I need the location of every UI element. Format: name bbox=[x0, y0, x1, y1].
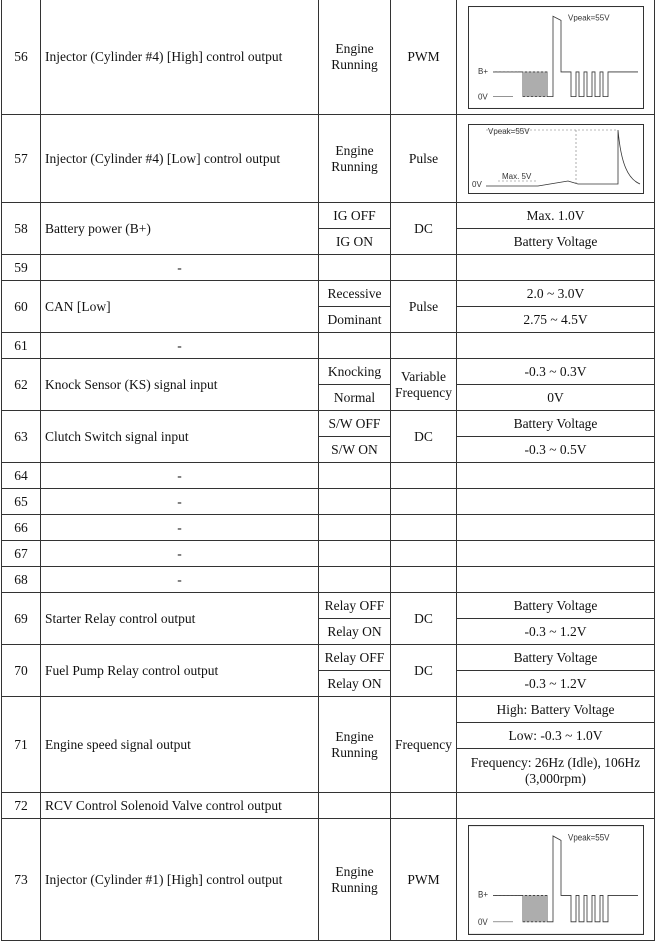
pin-description: - bbox=[41, 255, 319, 281]
pin-type: PWM bbox=[391, 0, 457, 115]
pin-condition: Dominant bbox=[319, 307, 391, 333]
pin-number: 71 bbox=[2, 697, 41, 793]
pin-number: 68 bbox=[2, 567, 41, 593]
pin-number: 56 bbox=[2, 0, 41, 115]
pin-description: Fuel Pump Relay control output bbox=[41, 645, 319, 697]
pin-spec-level bbox=[457, 333, 655, 359]
pin-condition: S/W ON bbox=[319, 437, 391, 463]
pin-number: 66 bbox=[2, 515, 41, 541]
table-row bbox=[2, 489, 655, 515]
pin-description: Engine speed signal output bbox=[41, 697, 319, 793]
pin-condition bbox=[319, 567, 391, 593]
pin-number: 62 bbox=[2, 359, 41, 411]
pin-condition: Engine Running bbox=[319, 819, 391, 941]
pin-type: DC bbox=[391, 203, 457, 255]
pin-condition bbox=[319, 333, 391, 359]
pin-description: - bbox=[41, 515, 319, 541]
pin-spec-table bbox=[1, 0, 655, 941]
pin-condition: Recessive bbox=[319, 281, 391, 307]
pin-type: Frequency bbox=[391, 697, 457, 793]
pin-number: 72 bbox=[2, 793, 41, 819]
pin-description: - bbox=[41, 489, 319, 515]
pin-spec-level: -0.3 ~ 0.5V bbox=[457, 437, 655, 463]
table-row bbox=[2, 255, 655, 281]
pin-type bbox=[391, 463, 457, 489]
table-row bbox=[2, 541, 655, 567]
pin-spec-level: -0.3 ~ 1.2V bbox=[457, 619, 655, 645]
pin-spec-level bbox=[457, 489, 655, 515]
pin-condition bbox=[319, 463, 391, 489]
pulse-waveform bbox=[468, 124, 644, 194]
pin-spec-level: Battery Voltage bbox=[457, 645, 655, 671]
table-row bbox=[2, 411, 655, 437]
table-row bbox=[2, 567, 655, 593]
pin-spec-level bbox=[457, 515, 655, 541]
pin-description: Battery power (B+) bbox=[41, 203, 319, 255]
pin-number: 63 bbox=[2, 411, 41, 463]
pin-type bbox=[391, 333, 457, 359]
pin-description: CAN [Low] bbox=[41, 281, 319, 333]
table-row bbox=[2, 281, 655, 307]
pin-number: 59 bbox=[2, 255, 41, 281]
max-label: Max. 5V bbox=[501, 171, 531, 181]
pin-spec-waveform bbox=[457, 115, 655, 203]
pin-description: Starter Relay control output bbox=[41, 593, 319, 645]
pin-spec-waveform bbox=[457, 819, 655, 941]
pin-condition bbox=[319, 489, 391, 515]
pin-spec-level: -0.3 ~ 1.2V bbox=[457, 671, 655, 697]
pin-condition: Engine Running bbox=[319, 697, 391, 793]
table-row bbox=[2, 333, 655, 359]
pin-condition bbox=[319, 541, 391, 567]
pin-spec-level bbox=[457, 541, 655, 567]
pin-condition bbox=[319, 793, 391, 819]
bplus-label: B+ bbox=[477, 888, 488, 900]
pin-type: Pulse bbox=[391, 115, 457, 203]
table-row bbox=[2, 697, 655, 723]
vpeak-label: Vpeak=55V bbox=[567, 12, 610, 22]
pin-spec-level: 2.0 ~ 3.0V bbox=[457, 281, 655, 307]
pin-type bbox=[391, 567, 457, 593]
pin-condition: IG OFF bbox=[319, 203, 391, 229]
pin-spec-level: 2.75 ~ 4.5V bbox=[457, 307, 655, 333]
pin-condition: Relay ON bbox=[319, 671, 391, 697]
pin-condition: Relay OFF bbox=[319, 593, 391, 619]
pin-spec-level bbox=[457, 255, 655, 281]
pin-spec-level: Max. 1.0V bbox=[457, 203, 655, 229]
pin-description: Knock Sensor (KS) signal input bbox=[41, 359, 319, 411]
pin-condition bbox=[319, 255, 391, 281]
pin-number: 73 bbox=[2, 819, 41, 941]
pin-description: Injector (Cylinder #1) [High] control output bbox=[41, 819, 319, 941]
table-row bbox=[2, 793, 655, 819]
table-row bbox=[2, 819, 655, 941]
pin-condition: Knocking bbox=[319, 359, 391, 385]
pin-type: DC bbox=[391, 645, 457, 697]
table-row bbox=[2, 115, 655, 203]
pin-condition: Engine Running bbox=[319, 115, 391, 203]
pin-number: 67 bbox=[2, 541, 41, 567]
pin-spec-level bbox=[457, 463, 655, 489]
table-row bbox=[2, 645, 655, 671]
table-row bbox=[2, 593, 655, 619]
table-row bbox=[2, 463, 655, 489]
pin-number: 58 bbox=[2, 203, 41, 255]
pin-spec-level: 0V bbox=[457, 385, 655, 411]
pin-spec-level: -0.3 ~ 0.3V bbox=[457, 359, 655, 385]
pin-spec-level: Frequency: 26Hz (Idle), 106Hz (3,000rpm) bbox=[457, 749, 655, 793]
pin-description: RCV Control Solenoid Valve control output bbox=[41, 793, 319, 819]
pin-description: - bbox=[41, 333, 319, 359]
vpeak-label: Vpeak=55V bbox=[567, 831, 610, 842]
pin-type bbox=[391, 515, 457, 541]
pin-condition: Normal bbox=[319, 385, 391, 411]
pin-type bbox=[391, 489, 457, 515]
pin-condition: Engine Running bbox=[319, 0, 391, 115]
pin-spec-level: Battery Voltage bbox=[457, 229, 655, 255]
pin-description: - bbox=[41, 541, 319, 567]
bplus-label: B+ bbox=[477, 66, 488, 76]
pin-type: DC bbox=[391, 593, 457, 645]
zero-volt-label: 0V bbox=[477, 92, 488, 102]
pin-description: - bbox=[41, 463, 319, 489]
pin-number: 60 bbox=[2, 281, 41, 333]
table-row bbox=[2, 515, 655, 541]
pin-number: 61 bbox=[2, 333, 41, 359]
pin-type: Variable Frequency bbox=[391, 359, 457, 411]
pin-condition: Relay ON bbox=[319, 619, 391, 645]
zero-volt-label: 0V bbox=[477, 916, 488, 927]
pin-description: Injector (Cylinder #4) [Low] control output bbox=[41, 115, 319, 203]
pin-spec-level: Battery Voltage bbox=[457, 593, 655, 619]
table-row bbox=[2, 359, 655, 385]
pin-type: PWM bbox=[391, 819, 457, 941]
table-row bbox=[2, 203, 655, 229]
pin-type bbox=[391, 255, 457, 281]
zero-volt-label: 0V bbox=[471, 179, 482, 189]
pin-condition: S/W OFF bbox=[319, 411, 391, 437]
pin-description: - bbox=[41, 567, 319, 593]
table-row bbox=[2, 0, 655, 115]
pin-number: 64 bbox=[2, 463, 41, 489]
pin-type: Pulse bbox=[391, 281, 457, 333]
pin-condition: Relay OFF bbox=[319, 645, 391, 671]
pin-type bbox=[391, 541, 457, 567]
pin-spec-level bbox=[457, 793, 655, 819]
pin-spec-level: Battery Voltage bbox=[457, 411, 655, 437]
pin-spec-level: Low: -0.3 ~ 1.0V bbox=[457, 723, 655, 749]
pin-number: 69 bbox=[2, 593, 41, 645]
pwm-waveform bbox=[468, 825, 644, 935]
pin-description: Injector (Cylinder #4) [High] control output bbox=[41, 0, 319, 115]
pin-number: 65 bbox=[2, 489, 41, 515]
pin-number: 57 bbox=[2, 115, 41, 203]
pwm-waveform bbox=[468, 6, 644, 109]
pin-number: 70 bbox=[2, 645, 41, 697]
pin-spec-level bbox=[457, 567, 655, 593]
pin-description: Clutch Switch signal input bbox=[41, 411, 319, 463]
pin-spec-waveform bbox=[457, 0, 655, 115]
pin-condition bbox=[319, 515, 391, 541]
pin-spec-level: High: Battery Voltage bbox=[457, 697, 655, 723]
pin-type: DC bbox=[391, 411, 457, 463]
pin-condition: IG ON bbox=[319, 229, 391, 255]
pin-type bbox=[391, 793, 457, 819]
vpeak-label: Vpeak=55V bbox=[487, 126, 530, 136]
